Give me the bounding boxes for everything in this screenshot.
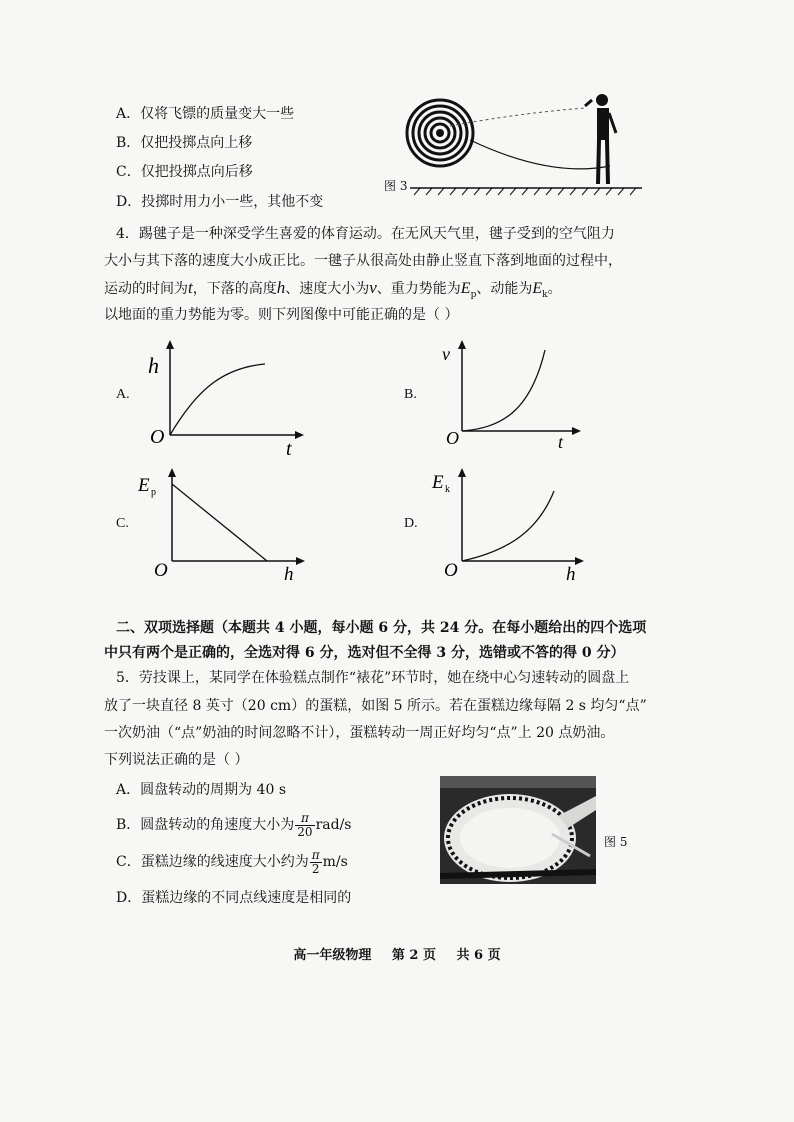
graph-d-label: D. [404, 516, 418, 531]
q5-line-4: 下列说法正确的是（ ） [104, 752, 249, 768]
figure-3-dart-thrower [380, 88, 650, 198]
figure-5-cake-photo [440, 776, 596, 884]
q5-line-2: 放了一块直径 8 英寸（20 cm）的蛋糕，如图 5 所示。若在蛋糕边缘每隔 2 s 均匀“点” [104, 698, 647, 714]
graph-b-label: B. [404, 387, 417, 402]
dart-trajectory-curve [470, 140, 610, 169]
q3-option-d: D．投掷时用力小一些，其他不变 [116, 194, 324, 210]
graph-d-y-subscript: k [445, 484, 450, 495]
q3-option-c: C．仅把投掷点向后移 [116, 164, 253, 180]
graph-c-label: C. [116, 516, 129, 531]
q3-option-a: A．仅将飞镖的质量变大一些 [116, 106, 295, 122]
q5-option-d: D．蛋糕边缘的不同点线速度是相同的 [116, 890, 352, 906]
q4-line-2: 大小与其下落的速度大小成正比。一毽子从很高处由静止竖直下落到地面的过程中， [104, 253, 622, 269]
q5-line-3: 一次奶油（“点”奶油的时间忽略不计），蛋糕转动一周正好均匀“点”上 20 点奶油。 [104, 725, 615, 741]
q5-option-c: C．蛋糕边缘的线速度大小约为 $\frac{\pi}{2}$ m/s [116, 847, 348, 876]
graph-d-curve [462, 491, 554, 561]
page-footer [0, 944, 794, 963]
graph-d-ek-vs-h [428, 466, 608, 586]
figure-3-label: 图 3 [384, 179, 408, 193]
graph-b-v-vs-t [430, 338, 600, 458]
q4-line-1: 4．踢毽子是一种深受学生喜爱的体育运动。在无风天气里，毽子受到的空气阻力 [116, 226, 615, 242]
graph-b-curve [462, 350, 545, 431]
graph-d-y-label: E [432, 472, 444, 493]
q5-option-a: A．圆盘转动的周期为 40 s [116, 782, 287, 798]
graph-a-label: A. [116, 387, 130, 402]
figure-5-label: 图 5 [604, 835, 628, 849]
graph-b-origin: O [446, 428, 459, 448]
graph-b-x-label: t [558, 432, 564, 452]
graph-c-y-subscript: p [151, 487, 156, 498]
graph-d-origin: O [444, 560, 458, 581]
ground-hatching [414, 188, 636, 195]
graph-a-curve [170, 364, 265, 435]
section-2-heading-line-2: 中只有两个是正确的，全选对得 6 分，选对但不全得 3 分，选错或不答的得 0 分） [104, 645, 625, 661]
footer-page-number: 第 2 页 [391, 948, 436, 963]
q5-option-b: B．圆盘转动的角速度大小为 $\frac{\pi}{20}$ rad/s [116, 810, 352, 839]
graph-b-y-label: v [442, 344, 450, 364]
thrower-figure [585, 94, 616, 184]
graph-d-x-label: h [566, 564, 576, 585]
q4-line-3: 运动的时间为t，下落的高度h、速度大小为v、重力势能为$E_p$、动能为$E_k$。 [104, 278, 562, 300]
graph-c-origin: O [154, 560, 168, 581]
footer-subject: 高一年级物理 [293, 948, 372, 963]
section-2-heading-line-1: 二、双项选择题（本题共 4 小题，每小题 6 分，共 24 分。在每小题给出的四个选项 [116, 620, 647, 636]
graph-a-x-label: t [286, 438, 292, 458]
q4-line-4: 以地面的重力势能为零。则下列图像中可能正确的是（ ） [104, 307, 459, 323]
graph-a-y-label: h [148, 353, 159, 378]
graph-a-h-vs-t [140, 338, 310, 458]
graph-a-origin: O [150, 426, 165, 448]
q3-option-b: B．仅把投掷点向上移 [116, 135, 253, 151]
graph-c-x-label: h [284, 564, 294, 585]
footer-total-pages: 共 6 页 [456, 948, 501, 963]
q5-line-1: 5．劳技课上，某同学在体验糕点制作“裱花”环节时，她在绕中心匀速转动的圆盘上 [116, 670, 630, 686]
dartboard [407, 100, 473, 166]
graph-c-ep-vs-h [134, 466, 314, 586]
graph-c-line [172, 484, 267, 561]
graph-c-y-label: E [138, 475, 150, 496]
